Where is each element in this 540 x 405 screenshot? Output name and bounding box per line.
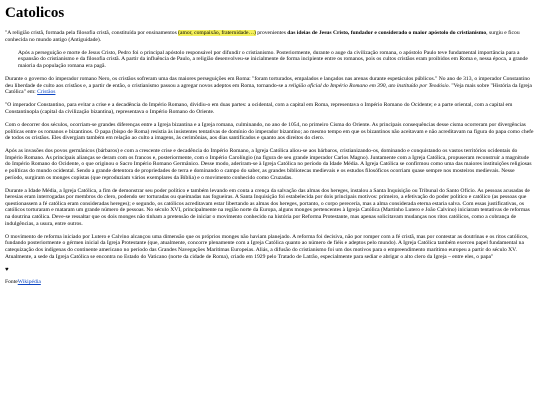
cristaos-link[interactable]: Cristãos [37, 89, 56, 96]
page-title: Catolicos [5, 5, 65, 21]
constantino-paragraph: "O imperador Constantino, para evitar a crise e a decadência do Império Romano, dividiu-o em duas partes: a ocidental, com a capital em Roma, representava o Império Romano do Ocidente; e a parte oriental, com a capital em Constantinopla (capital da civilização bizantina), representava o Império Romano do Oriente. [5, 102, 513, 115]
nero-text: Durante o governo do imperador romano Nero, os cristãos sofreram uma das maiores perseguições em Roma: "foram torturados, empalados e lançados nas arenas durante espetáculos públicos." No ano de 313, o imperador Constantino deu liberdade de culto aos cristãos e, a partir de então, o cristianismo passou a agregar novos adeptos em Roma, tornando-se a [5, 75, 530, 89]
italic-text: religião oficial do Império Romano em 390, ato instituído por Teodósio. [288, 82, 450, 89]
intro-text-3: , surgiu e ficou conhecida no mundo antigo (Antiguidade). [5, 30, 520, 43]
indented-quote: Após a perseguição e morte de Jesus Cristo, Pedro foi o principal apóstolo responsável por difundir o cristianismo. Posteriormente, durante o auge da civilização romana, o apóstolo Paulo teve fundamental importância para a expansão do cristianismo e da filosofia cristã. A partir da influência de Paulo, a religião desenvolveu-se inicialmente de forma incipiente entre os romanos, pois os cultos cristãos eram proibidos em Roma e, nessa época, a grande maioria da população romana era pagã. [18, 49, 528, 69]
intro-text: "A religião cristã, formada pela filosofia cristã, constituída por ensinamentos [5, 30, 179, 36]
highlighted-text: (amor, compaixão, fraternidade…) [178, 30, 256, 36]
bold-text: das ideias de Jesus Cristo, fundador e considerado o maior apóstolo do cristianismo [287, 30, 487, 36]
invasoes-paragraph: Após as invasões dos povos germânicos (bárbaros) e com a crescente crise e decadência do Império Romano, a Igreja Católica aliou-se aos bárbaros, cristianizando-os, dominando e conquistando os vastos territórios ocidentais do Império Romano. As principais alianças se deram com os francos e, posteriormente, com o Império Carolíngio (na figura de seu grande imperador Carlos Magno). Juntamente com a Igreja Católica, propuseram reconstruir a magnitude do Império Romano do Ocidente, o que originou o Sacro Império Romano Germânico. Desse modo, aderiram-se à Igreja Católica no período da Idade Média. A Igreja Católica se confirmou como uma das maiores instituições religiosas e políticas do mundo ocidental. Sendo a grande detentora de propriedades de terra e dominando o campo do saber, as grandes bibliotecas medievais e os estudos filosóficos ocorriam quase sempre nos mosteiros medievais. Nesse período, surgiram os monges copistas (que reproduziam vários exemplares da Bíblia) e o movimento conhecido como Cruzadas. [5, 148, 532, 181]
source-line [5, 279, 534, 286]
intro-text-2: provenientes [255, 30, 288, 36]
intro-paragraph [5, 30, 534, 43]
nero-text-2: "Veja mais sobre "História da Igreja Católica" em: [5, 82, 532, 96]
source-label: Fonte [5, 278, 18, 285]
inquisicao-paragraph: Durante a Idade Média, a Igreja Católica, a fim de demonstrar seu poder político e também levando em conta a crença da salvação das almas dos hereges, instalou a Santa Inquisição ou Tribunal do Santo Ofício. As pessoas acusadas de heresias eram interrogadas por membros do clero, podendo ser torturadas ou queimadas nas fogueiras. A Santa Inquisição foi estabelecida por dois principais motivos: primeiro, a efetivação do poder político e católico (as pessoas que questionassem a fé católica eram consideradas hereges); e segundo, os católicos acreditavam estar libertando as almas dos hereges, portanto, o corpo perecería, mas a alma considerada eterna estaria salva. Com essas justificativas, os católicos torturaram e mataram um grande número de pessoas. No século XVI, principalmente na região norte da Europa, alguns monges pertencentes à Igreja Católica (Martinho Lutero e João Calvino) iniciaram tentativas de reformas na doutrina católica. Deve-se ressaltar que os dois monges não tinham a pretensão de iniciar o movimento conhecido na história por Reforma Protestante, mas apenas solicitavam mudanças nos ritos católicos, como a cobrança de indulgências, a usura, entre outros. [5, 187, 530, 227]
cisma-paragraph: Com o decorrer dos séculos, ocorriam-se grandes diferenças entre a Igreja bizantina e a Igreja romana, culminando, no ano de 1054, no primeiro Cisma do Oriente. As principais consequências desse cisma ocorreram por divergências políticas entre os romanos e bizantinos. O papa (bispo de Roma) resistia às insistentes tentativas de domínio do imperador bizantino; ao mesmo tempo em que os bizantinos não aceitavam e não acreditavam na figura do papa como chefe de todos os cristãos. Eles divergiam também em relação ao culto a imagens, às cerimônias, aos dias santificados e quanto aos direitos do clero. [5, 121, 534, 142]
wikipedia-link[interactable]: Wikipédia [17, 278, 41, 285]
heart-icon: ♥ [5, 266, 9, 273]
nero-paragraph [5, 76, 534, 96]
reforma-paragraph: O movimento de reforma iniciado por Lutero e Calvino alcançou uma dimensão que os próprios monges não haviam planejado. A reforma foi decisiva, não por romper com a fé cristã, mas por contestar as doutrinas e os ritos católicos, fundando posteriormente o gérmen inicial da Igreja Protestante (que, atualmente, concorre plenamente com a Igreja Católica quanto ao número de fiéis e adeptos pelo mundo). A Igreja Católica também exerceu papel fundamental na catequização dos indígenas do continente americano no período das Grandes Navegações Marítimas Europeias. Aliás, a difusão do cristianismo foi um dos motivos para o empreendimento marítimo europeu a partir do século XV. Atualmente, a sede da Igreja Católica se encontra no Estado do Vaticano (norte da cidade de Roma), criado em 1929 pelo Tratado de Latrão, especialmente para sediar e abrigar o alto clero da Igreja – entre eles, o papa" [5, 233, 529, 260]
